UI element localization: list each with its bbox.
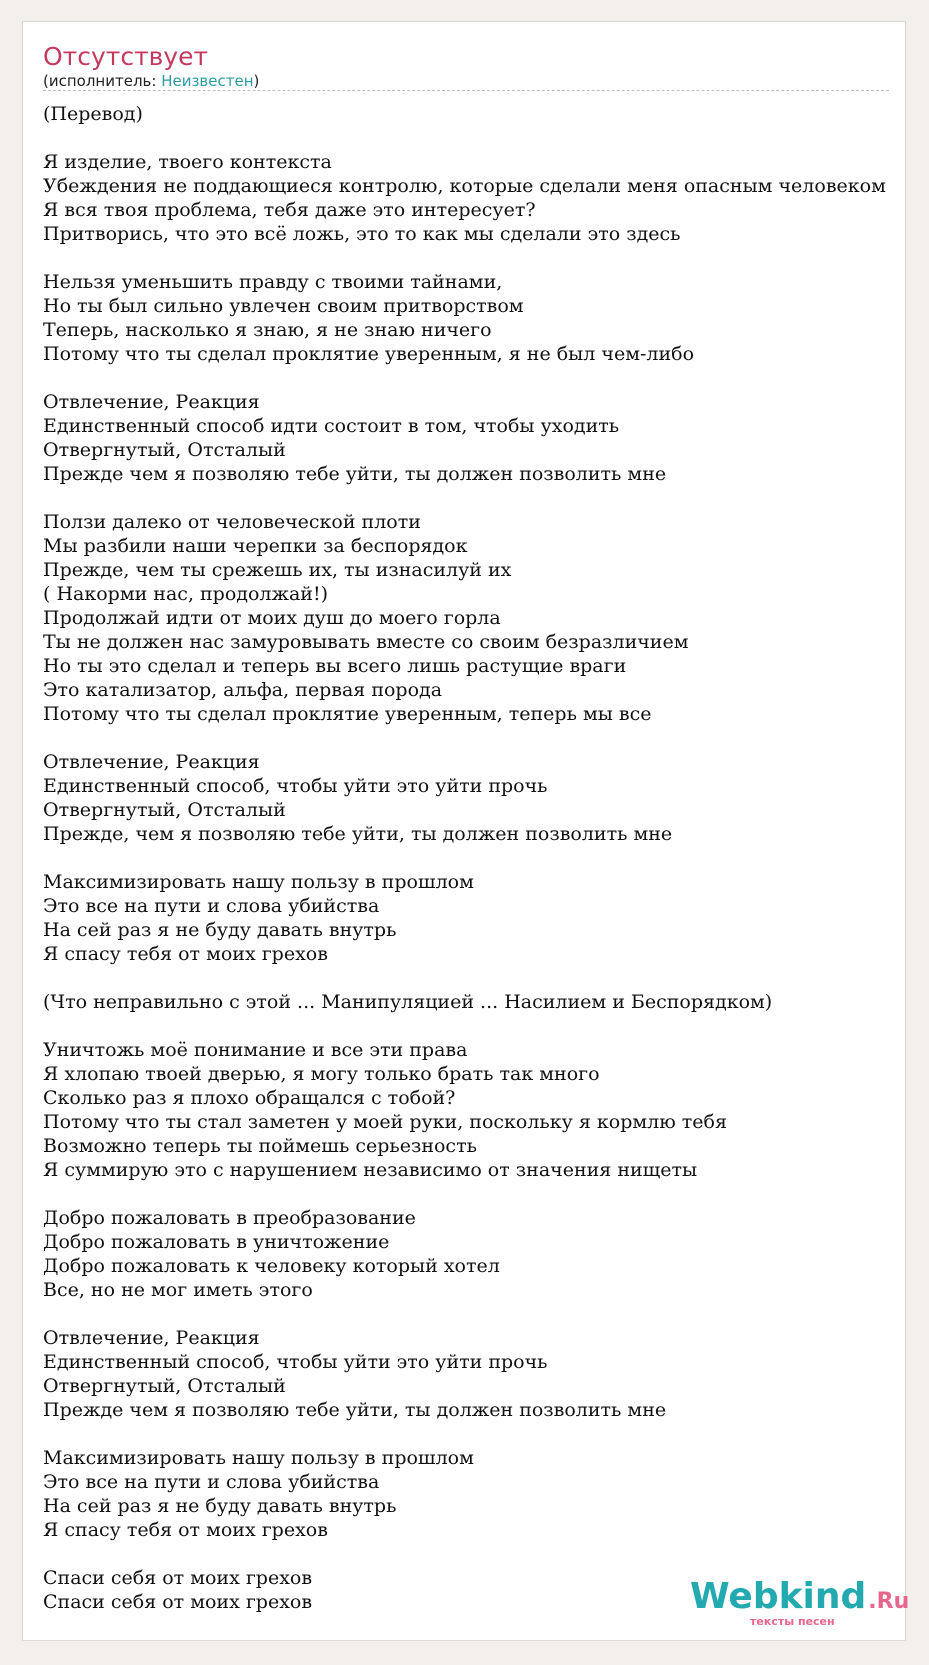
lyric-line: Потому что ты сделал проклятие уверенным, теперь мы все	[43, 703, 652, 725]
lyric-blank-line	[43, 966, 906, 990]
lyric-line: Уничтожь моё понимание и все эти права	[43, 1039, 468, 1061]
lyric-line: ( Накорми нас, продолжай!)	[43, 583, 329, 605]
lyric-blank-line	[43, 486, 906, 510]
lyric-line: Единственный способ идти состоит в том, чтобы уходить	[43, 415, 620, 437]
lyric-line: Отвергнутый, Отсталый	[43, 799, 286, 821]
lyric-line: Продолжай идти от моих душ до моего горла	[43, 607, 501, 629]
lyric-line: Это все на пути и слова убийства	[43, 895, 380, 917]
artist-link[interactable]: Неизвестен	[161, 72, 254, 90]
header-divider	[43, 90, 889, 91]
lyric-line: Спаси себя от моих грехов	[43, 1567, 313, 1589]
lyric-line: Добро пожаловать в преобразование	[43, 1207, 416, 1229]
lyric-blank-line	[43, 726, 906, 750]
lyric-line: Я хлопаю твоей дверью, я могу только брать так много	[43, 1063, 600, 1085]
lyric-line: Отвергнутый, Отсталый	[43, 439, 286, 461]
lyric-blank-line	[43, 1302, 906, 1326]
lyric-line: Отвлечение, Реакция	[43, 391, 260, 413]
logo-tagline: тексты песен	[750, 1615, 835, 1628]
lyric-line: Прежде, чем ты срежешь их, ты изнасилуй их	[43, 559, 512, 581]
lyric-line: Сколько раз я плохо обращался с тобой?	[43, 1087, 456, 1109]
lyric-line: Теперь, насколько я знаю, я не знаю ничего	[43, 319, 492, 341]
site-logo[interactable]	[690, 1576, 910, 1637]
lyric-line: Добро пожаловать к человеку который хотел	[43, 1255, 500, 1277]
lyric-blank-line	[43, 1542, 906, 1566]
lyric-line: Я спасу тебя от моих грехов	[43, 943, 328, 965]
lyric-line: Единственный способ, чтобы уйти это уйти прочь	[43, 775, 548, 797]
lyric-blank-line	[43, 126, 906, 150]
lyric-line: Максимизировать нашу пользу в прошлом	[43, 871, 474, 893]
lyric-line: Я спасу тебя от моих грехов	[43, 1519, 328, 1541]
lyric-line: Ползи далеко от человеческой плоти	[43, 511, 421, 533]
lyric-blank-line	[43, 1014, 906, 1038]
song-title: Отсутствует	[43, 42, 209, 71]
lyric-blank-line	[43, 1422, 906, 1446]
lyric-line: Прежде, чем я позволяю тебе уйти, ты должен позволить мне	[43, 823, 673, 845]
lyric-line: Все, но не мог иметь этого	[43, 1279, 313, 1301]
lyric-line: На сей раз я не буду давать внутрь	[43, 1495, 397, 1517]
lyric-line: Убеждения не поддающиеся контролю, которые сделали меня опасным человеком	[43, 175, 886, 197]
artist-prefix: (исполнитель:	[43, 72, 162, 90]
lyric-blank-line	[43, 846, 906, 870]
lyric-line: Отвлечение, Реакция	[43, 1327, 260, 1349]
lyric-line: Прежде чем я позволяю тебе уйти, ты должен позволить мне	[43, 1399, 667, 1421]
lyric-line: (Что неправильно с этой ... Манипуляцией ... Насилием и Беспорядком)	[43, 991, 773, 1013]
lyric-line: На сей раз я не буду давать внутрь	[43, 919, 397, 941]
lyric-line: Отвлечение, Реакция	[43, 751, 260, 773]
lyrics-text	[43, 102, 906, 1614]
lyric-line: Потому что ты сделал проклятие уверенным, я не был чем-либо	[43, 343, 695, 365]
lyric-line: Возможно теперь ты поймешь серьезность	[43, 1135, 477, 1157]
lyric-blank-line	[43, 366, 906, 390]
lyric-line: Нельзя уменьшить правду с твоими тайнами,	[43, 271, 503, 293]
lyric-line: Но ты это сделал и теперь вы всего лишь растущие враги	[43, 655, 627, 677]
lyric-line: Прежде чем я позволяю тебе уйти, ты должен позволить мне	[43, 463, 667, 485]
lyric-line: Ты не должен нас замуровывать вместе со своим безразличием	[43, 631, 689, 653]
lyric-line: (Перевод)	[43, 103, 143, 125]
lyric-line: Я вся твоя проблема, тебя даже это интересует?	[43, 199, 536, 221]
lyric-line: Потому что ты стал заметен у моей руки, поскольку я кормлю тебя	[43, 1111, 727, 1133]
lyric-line: Добро пожаловать в уничтожение	[43, 1231, 390, 1253]
artist-line	[43, 72, 906, 90]
lyric-line: Отвергнутый, Отсталый	[43, 1375, 286, 1397]
lyric-line: Спаси себя от моих грехов	[43, 1591, 313, 1613]
lyric-line: Это все на пути и слова убийства	[43, 1471, 380, 1493]
lyric-line: Максимизировать нашу пользу в прошлом	[43, 1447, 474, 1469]
lyric-line: Это катализатор, альфа, первая порода	[43, 679, 443, 701]
lyric-line: Я суммирую это с нарушением независимо от значения нищеты	[43, 1159, 698, 1181]
song-header	[43, 42, 906, 90]
logo-suffix: .Ru	[868, 1589, 910, 1614]
lyric-blank-line	[43, 1182, 906, 1206]
artist-suffix: )	[253, 72, 260, 90]
lyric-blank-line	[43, 246, 906, 270]
lyrics-card	[22, 21, 906, 1641]
lyric-line: Единственный способ, чтобы уйти это уйти прочь	[43, 1351, 548, 1373]
lyric-line: Я изделие, твоего контекста	[43, 151, 332, 173]
logo-word: Webkind	[690, 1576, 867, 1617]
lyric-line: Притворись, что это всё ложь, это то как мы сделали это здесь	[43, 223, 681, 245]
lyric-line: Но ты был сильно увлечен своим притворством	[43, 295, 524, 317]
lyric-line: Мы разбили наши черепки за беспорядок	[43, 535, 468, 557]
